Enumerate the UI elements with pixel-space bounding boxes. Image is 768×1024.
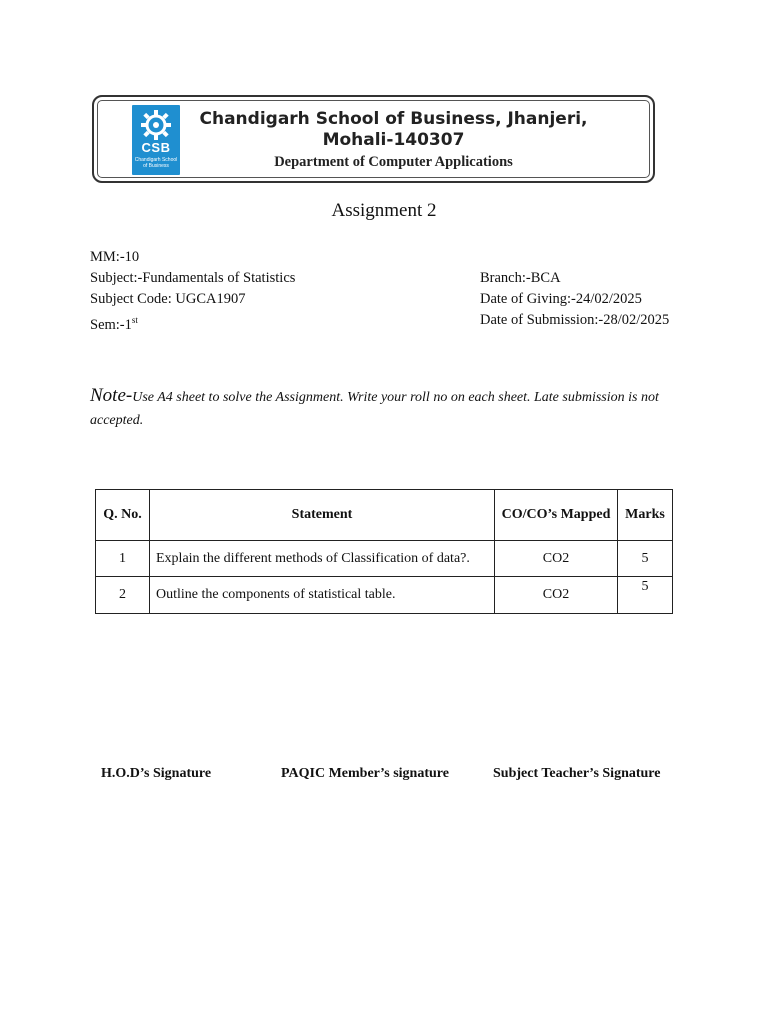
teacher-signature: Subject Teacher’s Signature xyxy=(493,766,661,781)
info-right xyxy=(480,268,669,331)
note xyxy=(90,384,680,432)
subject-code: Subject Code: UGCA1907 xyxy=(90,291,246,307)
table-header-row xyxy=(96,490,673,541)
department-name: Department of Computer Applications xyxy=(274,154,513,170)
header-co-mapped: CO/CO’s Mapped xyxy=(495,490,618,541)
page-title: Assignment 2 xyxy=(331,200,437,221)
logo-subtext: Chandigarh School of Business xyxy=(134,157,178,169)
cell-marks: 5 xyxy=(618,541,673,577)
date-of-submission: Date of Submission:-28/02/2025 xyxy=(480,312,670,328)
subject: Subject:-Fundamentals of Statistics xyxy=(90,270,296,286)
paqic-signature: PAQIC Member’s signature xyxy=(281,766,449,781)
header-qno: Q. No. xyxy=(96,490,150,541)
cell-qno: 1 xyxy=(96,541,150,577)
info-left xyxy=(90,247,295,336)
cell-statement: Explain the different methods of Classification of data?. xyxy=(150,541,495,577)
cell-marks: 5 xyxy=(618,577,673,614)
max-marks: MM:-10 xyxy=(90,249,140,265)
semester: Sem:-1st xyxy=(90,315,138,333)
cell-qno: 2 xyxy=(96,577,150,614)
note-label: Note- xyxy=(90,385,133,406)
cell-co: CO2 xyxy=(495,541,618,577)
institution-name-line2: Mohali-140307 xyxy=(322,130,465,150)
institution-name xyxy=(94,109,653,151)
header-statement: Statement xyxy=(150,490,495,541)
questions-table xyxy=(95,489,673,614)
institution-name-line1: Chandigarh School of Business, Jhanjeri, xyxy=(199,109,588,129)
table-row xyxy=(96,541,673,577)
date-of-giving: Date of Giving:-24/02/2025 xyxy=(480,291,642,307)
institution-header xyxy=(92,95,655,183)
cell-statement: Outline the components of statistical table. xyxy=(150,577,495,614)
header-marks: Marks xyxy=(618,490,673,541)
note-text: Use A4 sheet to solve the Assignment. Write your roll no on each sheet. Late submission is not accepted. xyxy=(90,390,659,428)
logo-text: CSB xyxy=(141,140,171,155)
cell-co: CO2 xyxy=(495,577,618,614)
branch: Branch:-BCA xyxy=(480,270,561,286)
hod-signature: H.O.D’s Signature xyxy=(101,766,212,781)
table-row xyxy=(96,577,673,614)
